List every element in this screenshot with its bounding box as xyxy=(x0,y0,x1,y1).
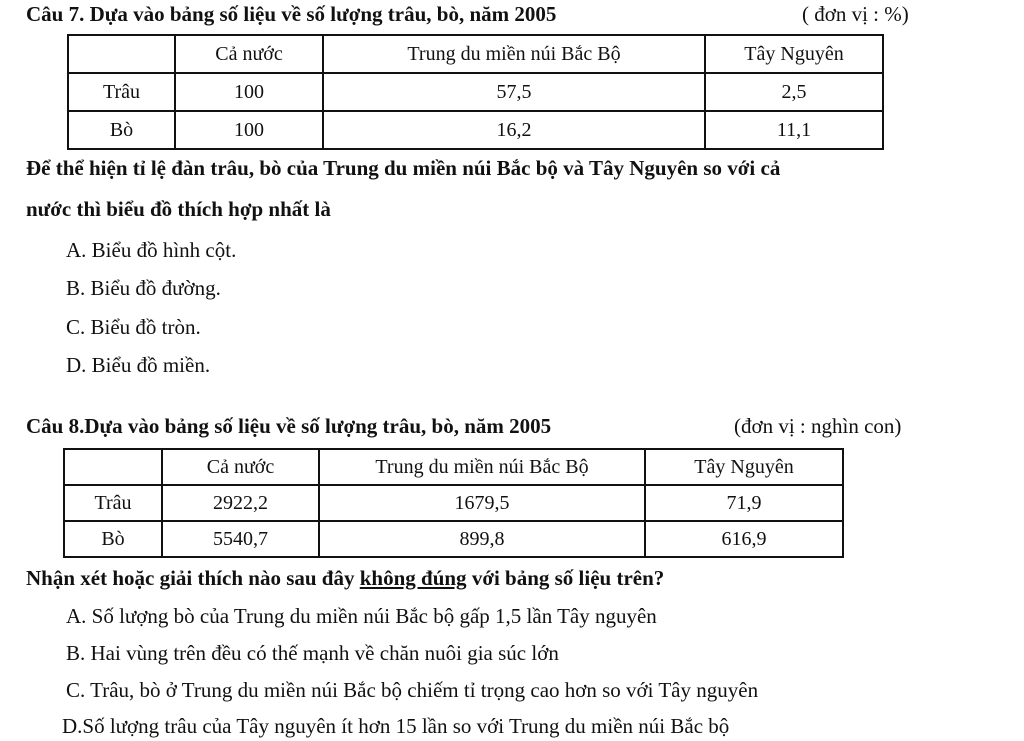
table-cell: Bò xyxy=(68,111,175,149)
q7-table xyxy=(67,34,884,150)
table-header-cell: Tây Nguyên xyxy=(645,449,843,485)
table-cell: 57,5 xyxy=(323,73,705,111)
table-row xyxy=(64,485,843,521)
table-row xyxy=(68,73,883,111)
table-cell: 1679,5 xyxy=(319,485,645,521)
table-row xyxy=(68,111,883,149)
q7-option-d[interactable]: D. Biểu đồ miền. xyxy=(66,353,211,377)
q7-option-a[interactable]: A. Biểu đồ hình cột. xyxy=(66,238,237,262)
table-header-cell xyxy=(68,35,175,73)
q8-question-pre: Nhận xét hoặc giải thích nào sau đây xyxy=(26,566,360,590)
table-cell: Bò xyxy=(64,521,162,557)
table-header-row xyxy=(68,35,883,73)
table-header-cell: Trung du miền núi Bắc Bộ xyxy=(319,449,645,485)
table-row xyxy=(64,521,843,557)
table-cell: 71,9 xyxy=(645,485,843,521)
q7-question-line1: Để thể hiện tỉ lệ đàn trâu, bò của Trung du miền núi Bắc bộ và Tây Nguyên so với cả xyxy=(26,156,781,180)
q7-title: Câu 7. Dựa vào bảng số liệu về số lượng trâu, bò, năm 2005 xyxy=(26,2,557,26)
table-cell: 100 xyxy=(175,73,323,111)
q8-unit: (đơn vị : nghìn con) xyxy=(734,414,902,438)
q7-unit: ( đơn vị : %) xyxy=(802,2,909,26)
q7-option-c[interactable]: C. Biểu đồ tròn. xyxy=(66,315,201,339)
table-cell: 5540,7 xyxy=(162,521,319,557)
table-cell: 16,2 xyxy=(323,111,705,149)
q8-option-b[interactable]: B. Hai vùng trên đều có thế mạnh về chăn nuôi gia súc lớn xyxy=(66,641,559,665)
q8-question-post: với bảng số liệu trên? xyxy=(466,566,665,590)
table-cell: 100 xyxy=(175,111,323,149)
table-cell: 2922,2 xyxy=(162,485,319,521)
q7-question-line2: nước thì biểu đồ thích hợp nhất là xyxy=(26,197,331,221)
q8-option-c[interactable]: C. Trâu, bò ở Trung du miền núi Bắc bộ chiếm tỉ trọng cao hơn so với Tây nguyên xyxy=(66,678,759,702)
table-header-row xyxy=(64,449,843,485)
q8-option-d[interactable]: D.Số lượng trâu của Tây nguyên ít hơn 15 lần so với Trung du miền núi Bắc bộ xyxy=(62,714,730,738)
q8-question xyxy=(26,566,664,591)
q8-table xyxy=(63,448,844,558)
table-cell: 616,9 xyxy=(645,521,843,557)
table-header-cell: Cả nước xyxy=(162,449,319,485)
table-cell: Trâu xyxy=(68,73,175,111)
table-cell: 899,8 xyxy=(319,521,645,557)
table-header-cell: Cả nước xyxy=(175,35,323,73)
q7-option-b[interactable]: B. Biểu đồ đường. xyxy=(66,276,221,300)
table-cell: 2,5 xyxy=(705,73,883,111)
table-header-cell: Trung du miền núi Bắc Bộ xyxy=(323,35,705,73)
table-header-cell xyxy=(64,449,162,485)
table-cell: 11,1 xyxy=(705,111,883,149)
table-header-cell: Tây Nguyên xyxy=(705,35,883,73)
q8-option-a[interactable]: A. Số lượng bò của Trung du miền núi Bắc bộ gấp 1,5 lần Tây nguyên xyxy=(66,604,657,628)
table-cell: Trâu xyxy=(64,485,162,521)
q8-title: Câu 8.Dựa vào bảng số liệu về số lượng trâu, bò, năm 2005 xyxy=(26,414,552,438)
q8-question-emphasis: không đúng xyxy=(359,566,467,590)
